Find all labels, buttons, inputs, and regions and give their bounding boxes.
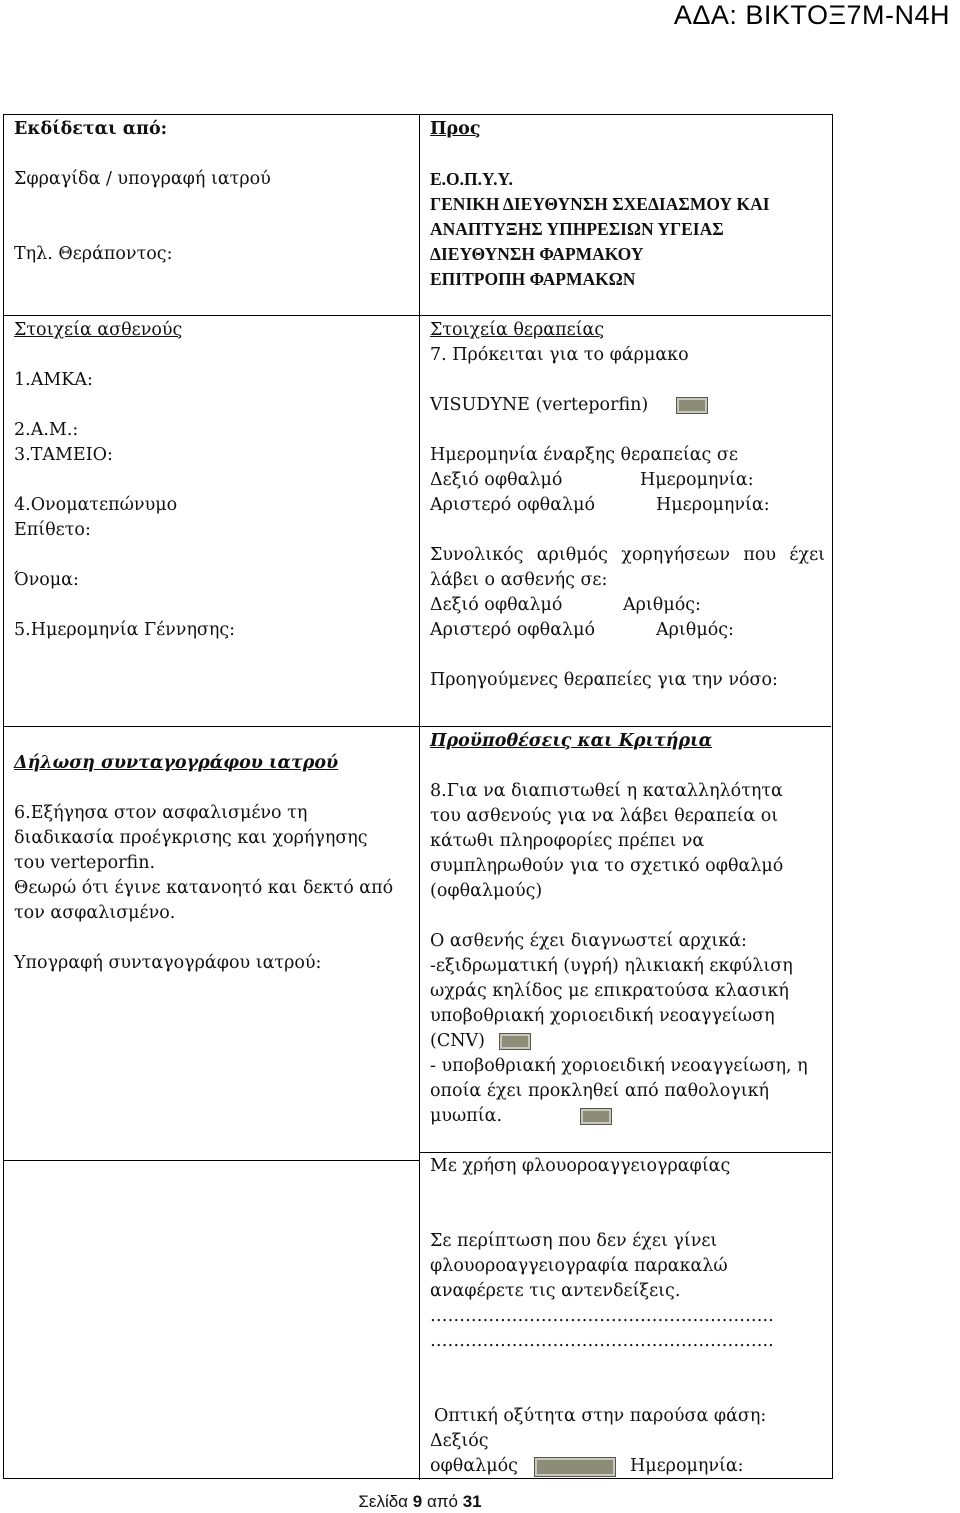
- criteria-heading: Προϋποθέσεις και Κριτήρια: [430, 731, 713, 751]
- previous-treatments-label: Προηγούμενες θεραπείες για την νόσο:: [430, 670, 778, 690]
- am-label: 2.Α.Μ.:: [14, 420, 79, 440]
- stamp-label: Σφραγίδα / υπογραφή ιατρού: [14, 169, 271, 189]
- total-admin-label-2: λάβει ο ασθενής σε:: [430, 570, 608, 590]
- right-eye-label: Δεξιό οφθαλμό: [430, 595, 563, 615]
- cnv-line: -εξιδρωματική (υγρή) ηλικιακή εκφύλιση: [430, 956, 793, 976]
- row-divider-2: [4, 726, 831, 727]
- fullname-label: 4.Ονοματεπώνυμο: [14, 495, 178, 515]
- left-eye-date-label: Ημερομηνία:: [656, 495, 770, 515]
- declaration-line: Θεωρώ ότι έγινε κατανοητό και δεκτό από: [14, 878, 394, 898]
- signature-label: Υπογραφή συνταγογράφου ιατρού:: [14, 953, 322, 973]
- column-divider: [419, 115, 420, 1480]
- acuity-field[interactable]: [534, 1457, 616, 1477]
- right-eye-number-label: Αριθμός:: [623, 595, 701, 615]
- contraindications-cell: [430, 1229, 825, 1479]
- declaration-line: του verteporfin.: [14, 853, 156, 873]
- angiography-label: Με χρήση φλουοροαγγειογραφίας: [430, 1156, 731, 1176]
- myopia-line: - υποβοθριακή χοριοειδική νεοαγγείωση, η: [430, 1056, 808, 1076]
- recipient-cell: [430, 117, 825, 292]
- drug-name: VISUDYNE (verteporfin): [430, 395, 649, 415]
- declaration-heading: Δήλωση συνταγογράφου ιατρού: [14, 753, 339, 773]
- page-total: 31: [462, 1492, 482, 1511]
- left-eye-label: Αριστερό οφθαλμό: [430, 495, 596, 515]
- acuity-label: Οπτική οξύτητα στην παρούσα φάση:: [434, 1406, 767, 1426]
- acuity-date-label: Ημερομηνία:: [629, 1456, 744, 1476]
- criteria-intro-line: συμπληρωθούν για το σχετικό οφθαλμό: [430, 856, 784, 876]
- tameio-label: 3.ΤΑΜΕΙΟ:: [14, 445, 113, 465]
- page-footer: [0, 1492, 840, 1512]
- phone-label: Τηλ. Θεράποντος:: [14, 244, 173, 264]
- criteria-intro-line: 8.Για να διαπιστωθεί η καταλληλότητα: [430, 781, 783, 801]
- eye-label: οφθαλμός: [430, 1456, 518, 1476]
- footer-mid: από: [426, 1492, 458, 1511]
- recipient-line: ΔΙΕΥΘΥΝΣΗ ΦΑΡΜΑΚΟΥ: [430, 244, 644, 264]
- myopia-line: οποία έχει προκληθεί από παθολογική: [430, 1081, 770, 1101]
- right-label: Δεξιός: [430, 1431, 489, 1451]
- drug-row: [430, 393, 825, 418]
- total-admin-label: Συνολικός αριθμός χορηγήσεων που έχει: [430, 545, 825, 565]
- cnv-line: ωχράς κηλίδος με επικρατούσα κλασική: [430, 981, 789, 1001]
- no-angio-line: Σε περίπτωση που δεν έχει γίνει: [430, 1231, 718, 1251]
- form-table: [3, 114, 833, 1479]
- name-label: Όνομα:: [14, 570, 79, 590]
- patient-cell: [14, 318, 414, 643]
- patient-heading: Στοιχεία ασθενούς: [14, 320, 183, 340]
- issuer-heading: Εκδίδεται από:: [14, 119, 168, 139]
- birthdate-label: 5.Ημερομηνία Γέννησης:: [14, 620, 236, 640]
- ada-code: ΑΔΑ: ΒΙΚΤΟΞ7Μ-Ν4Η: [673, 0, 950, 30]
- left-eye-label: Αριστερό οφθαλμό: [430, 620, 596, 640]
- row-divider-4: [4, 1160, 419, 1161]
- treatment-cell: [430, 318, 825, 693]
- criteria-intro-line: του ασθενούς για να λάβει θεραπεία οι: [430, 806, 779, 826]
- right-eye-date-label: Ημερομηνία:: [640, 470, 754, 490]
- left-eye-number-label: Αριθμός:: [656, 620, 734, 640]
- criteria-cell: [430, 729, 825, 1179]
- myopia-checkbox[interactable]: [580, 1108, 612, 1125]
- myopia-last: μυωπία.: [430, 1106, 503, 1126]
- issuer-cell: [14, 117, 414, 267]
- recipient-line: ΓΕΝΙΚΗ ΔΙΕΥΘΥΝΣΗ ΣΧΕΔΙΑΣΜΟΥ ΚΑΙ: [430, 194, 770, 214]
- amka-label: 1.ΑΜΚΑ:: [14, 370, 93, 390]
- criteria-intro-line: κάτωθι πληροφορίες πρέπει να: [430, 831, 705, 851]
- cnv-abbr: (CNV): [430, 1031, 485, 1051]
- dots-line: …………………………………………………..: [430, 1331, 774, 1351]
- surname-label: Επίθετο:: [14, 520, 91, 540]
- criteria-intro-line: (οφθαλμούς): [430, 881, 543, 901]
- declaration-line: διαδικασία προέγκρισης και χορήγησης: [14, 828, 368, 848]
- declaration-line: 6.Εξήγησα στον ασφαλισμένο τη: [14, 803, 308, 823]
- treatment-heading: Στοιχεία θεραπείας: [430, 320, 605, 340]
- cnv-checkbox[interactable]: [499, 1033, 531, 1050]
- page-number: 9: [412, 1492, 423, 1511]
- start-date-label: Ημερομηνία έναρξης θεραπείας σε: [430, 445, 738, 465]
- row-divider-1: [4, 315, 831, 316]
- declaration-line: τον ασφαλισμένο.: [14, 903, 176, 923]
- recipient-heading: Προς: [430, 119, 481, 139]
- footer-prefix: Σελίδα: [358, 1492, 409, 1511]
- no-angio-line: αναφέρετε τις αντενδείξεις.: [430, 1281, 681, 1301]
- recipient-line: ΕΠΙΤΡΟΠΗ ΦΑΡΜΑΚΩΝ: [430, 269, 636, 289]
- drug-checkbox[interactable]: [676, 397, 708, 414]
- dots-line: …………………………………………………..: [430, 1306, 774, 1326]
- diagnosed-label: Ο ασθενής έχει διαγνωστεί αρχικά:: [430, 931, 747, 951]
- drug-intro: 7. Πρόκειται για το φάρμακο: [430, 345, 689, 365]
- recipient-line: Ε.Ο.Π.Υ.Υ.: [430, 169, 513, 189]
- cnv-line: υποβοθριακή χοριοειδική νεοαγγείωση: [430, 1006, 775, 1026]
- declaration-cell: [14, 751, 414, 976]
- no-angio-line: φλουοροαγγειογραφία παρακαλώ: [430, 1256, 728, 1276]
- recipient-line: ΑΝΑΠΤΥΞΗΣ ΥΠΗΡΕΣΙΩΝ ΥΓΕΙΑΣ: [430, 219, 724, 239]
- right-eye-label: Δεξιό οφθαλμό: [430, 470, 563, 490]
